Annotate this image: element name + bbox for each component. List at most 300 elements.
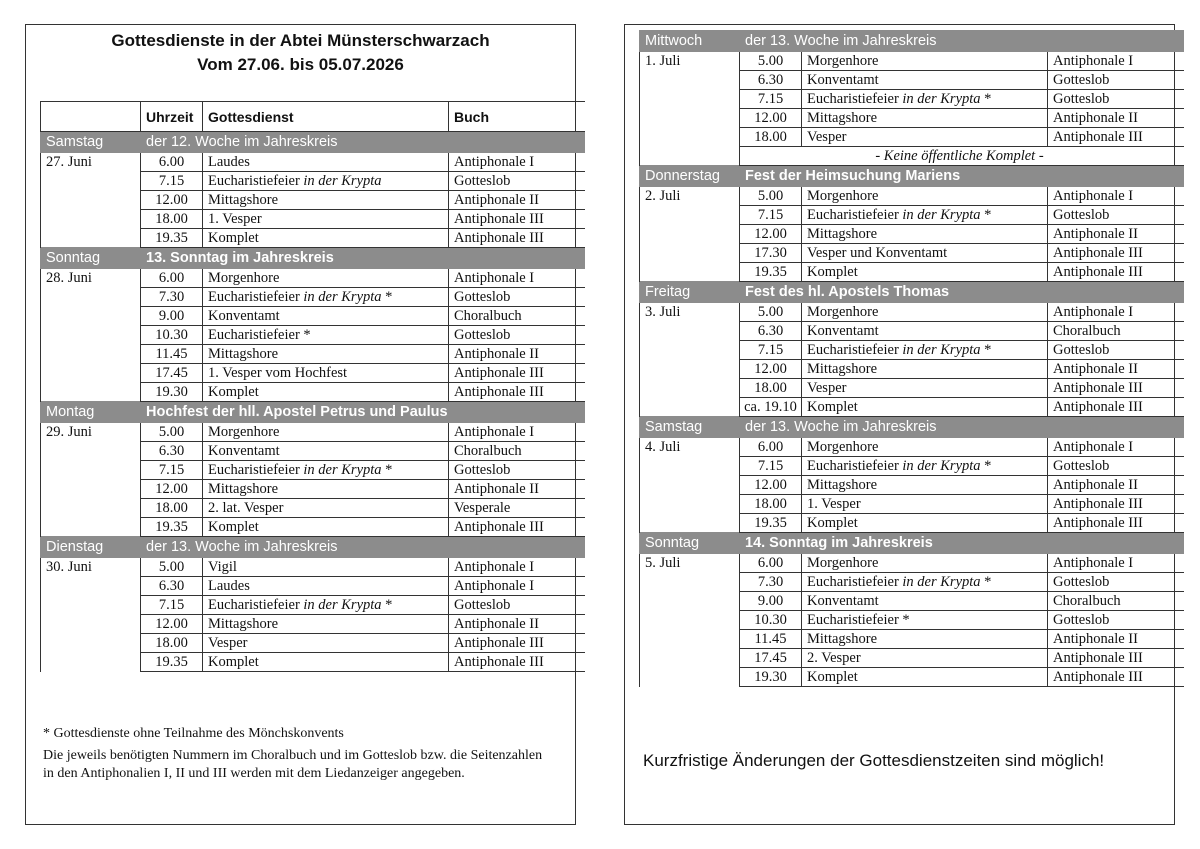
service-name — [802, 128, 1048, 147]
service-name — [203, 499, 449, 518]
liturgical-day-heading: der 12. Woche im Jahreskreis — [141, 132, 585, 153]
service-book: Gotteslob — [1048, 457, 1175, 476]
service-book: Antiphonale III — [1048, 244, 1175, 263]
service-time: 12.00 — [740, 360, 802, 379]
service-time: 18.00 — [141, 210, 203, 229]
service-time: 9.00 — [740, 592, 802, 611]
row-edge-cell — [1175, 206, 1184, 225]
service-book: Antiphonale I — [449, 153, 576, 172]
service-time: 6.00 — [740, 438, 802, 457]
service-name — [802, 71, 1048, 90]
service-name — [802, 514, 1048, 533]
row-edge-cell — [1175, 244, 1184, 263]
service-name — [203, 210, 449, 229]
service-time: 18.00 — [740, 495, 802, 514]
service-time: 6.30 — [740, 322, 802, 341]
service-time: 5.00 — [740, 187, 802, 206]
service-name-text: Komplet — [807, 264, 858, 280]
service-row — [41, 423, 585, 442]
service-name-text: Laudes — [208, 154, 250, 170]
day-heading-row — [41, 402, 585, 423]
row-edge-cell — [576, 558, 585, 577]
service-name-text: Mittagshore — [208, 481, 279, 497]
service-name — [802, 476, 1048, 495]
service-book: Vesperale — [449, 499, 576, 518]
weekday-label: Mittwoch — [640, 31, 740, 52]
service-name-text: Eucharistiefeier * — [807, 612, 910, 628]
service-name-text: 1. Vesper — [807, 496, 861, 512]
service-suffix: * — [381, 462, 393, 478]
service-name — [203, 480, 449, 499]
service-name — [203, 518, 449, 537]
row-edge-cell — [576, 345, 585, 364]
liturgical-day-heading: der 13. Woche im Jahreskreis — [141, 537, 585, 558]
liturgical-day-heading: 14. Sonntag im Jahreskreis — [740, 533, 1184, 554]
service-book: Gotteslob — [1048, 90, 1175, 109]
service-time: 7.15 — [740, 206, 802, 225]
service-time: 12.00 — [141, 480, 203, 499]
service-book: Antiphonale III — [1048, 128, 1175, 147]
row-edge-cell — [1175, 147, 1184, 166]
service-time: 11.45 — [740, 630, 802, 649]
service-time: 17.45 — [740, 649, 802, 668]
service-name-text: Konventamt — [807, 593, 879, 609]
service-book: Antiphonale I — [449, 577, 576, 596]
service-name — [802, 495, 1048, 514]
row-edge-cell — [1175, 322, 1184, 341]
service-location: in der Krypta — [902, 91, 981, 107]
row-edge-cell — [1175, 225, 1184, 244]
schedule-table-right — [639, 30, 1184, 687]
service-name — [802, 341, 1048, 360]
service-time: 18.00 — [141, 499, 203, 518]
row-edge-cell — [1175, 303, 1184, 322]
row-edge-cell — [576, 577, 585, 596]
service-time: 17.30 — [740, 244, 802, 263]
liturgical-day-heading: 13. Sonntag im Jahreskreis — [141, 248, 585, 269]
service-name-text: Mittagshore — [807, 631, 878, 647]
row-edge-cell — [576, 229, 585, 248]
service-time: 18.00 — [141, 634, 203, 653]
service-name-text: Mittagshore — [208, 192, 279, 208]
service-row — [41, 558, 585, 577]
service-name-text: Mittagshore — [208, 616, 279, 632]
date-label: 29. Juni — [41, 423, 141, 537]
day-heading-row — [640, 31, 1184, 52]
service-book: Antiphonale II — [1048, 225, 1175, 244]
service-book: Antiphonale II — [449, 480, 576, 499]
service-name-text: Konventamt — [807, 72, 879, 88]
service-name-text: Eucharistiefeier — [807, 342, 903, 358]
service-name — [203, 326, 449, 345]
service-suffix: * — [980, 342, 992, 358]
row-edge-cell — [1175, 630, 1184, 649]
row-edge-cell — [1175, 52, 1184, 71]
weekday-label: Donnerstag — [640, 166, 740, 187]
service-time: 5.00 — [740, 303, 802, 322]
row-edge-cell — [576, 172, 585, 191]
service-name-text: Eucharistiefeier — [807, 207, 903, 223]
row-edge-cell — [576, 461, 585, 480]
header-edge-cell — [576, 102, 585, 132]
service-book: Antiphonale I — [1048, 187, 1175, 206]
service-name-text: 1. Vesper vom Hochfest — [208, 365, 348, 381]
service-row — [41, 153, 585, 172]
service-location: in der Krypta — [902, 207, 981, 223]
header-book: Buch — [449, 102, 576, 132]
service-book: Gotteslob — [449, 461, 576, 480]
service-time: 7.15 — [740, 457, 802, 476]
service-name — [203, 577, 449, 596]
service-time: 12.00 — [740, 109, 802, 128]
service-name — [802, 457, 1048, 476]
service-name-text: Komplet — [807, 399, 858, 415]
service-name — [802, 360, 1048, 379]
page-left — [25, 24, 576, 825]
row-edge-cell — [576, 326, 585, 345]
service-row — [640, 303, 1184, 322]
service-name-text: Vesper — [807, 380, 847, 396]
row-edge-cell — [1175, 554, 1184, 573]
service-name-text: Mittagshore — [807, 226, 878, 242]
weekday-label: Freitag — [640, 282, 740, 303]
row-edge-cell — [1175, 187, 1184, 206]
service-name-text: Eucharistiefeier — [208, 289, 304, 305]
service-book: Antiphonale III — [449, 383, 576, 402]
service-name-text: Mittagshore — [208, 346, 279, 362]
schedule-date-range: Vom 27.06. bis 05.07.2026 — [197, 55, 404, 74]
service-book: Antiphonale III — [449, 634, 576, 653]
row-edge-cell — [576, 442, 585, 461]
service-book: Antiphonale III — [449, 229, 576, 248]
service-name — [203, 383, 449, 402]
liturgical-day-heading: Hochfest der hll. Apostel Petrus und Paulus — [141, 402, 585, 423]
service-time: 18.00 — [740, 379, 802, 398]
service-name-text: Eucharistiefeier — [807, 458, 903, 474]
row-edge-cell — [1175, 398, 1184, 417]
row-edge-cell — [1175, 573, 1184, 592]
date-label: 30. Juni — [41, 558, 141, 672]
service-name — [802, 438, 1048, 457]
service-name-text: Morgenhore — [208, 424, 280, 440]
service-row — [41, 269, 585, 288]
service-time: 6.30 — [740, 71, 802, 90]
service-time: 12.00 — [740, 225, 802, 244]
row-edge-cell — [1175, 495, 1184, 514]
row-edge-cell — [576, 423, 585, 442]
service-time: ca. 19.10 — [740, 398, 802, 417]
service-time: 19.35 — [141, 518, 203, 537]
service-name — [802, 649, 1048, 668]
service-name-text: Eucharistiefeier — [807, 91, 903, 107]
service-name-text: 2. lat. Vesper — [208, 500, 284, 516]
service-book: Antiphonale I — [449, 423, 576, 442]
service-name — [203, 461, 449, 480]
service-book: Antiphonale II — [449, 615, 576, 634]
service-book: Choralbuch — [1048, 592, 1175, 611]
row-edge-cell — [576, 634, 585, 653]
service-book: Antiphonale III — [1048, 263, 1175, 282]
day-heading-row — [640, 417, 1184, 438]
service-book: Antiphonale I — [449, 558, 576, 577]
service-name — [802, 52, 1048, 71]
service-name-text: Konventamt — [208, 308, 280, 324]
day-heading-row — [640, 282, 1184, 303]
service-name — [203, 615, 449, 634]
row-edge-cell — [576, 615, 585, 634]
service-book: Antiphonale II — [449, 191, 576, 210]
service-name — [203, 172, 449, 191]
service-time: 12.00 — [740, 476, 802, 495]
service-name-text: Konventamt — [807, 323, 879, 339]
service-book: Antiphonale I — [1048, 52, 1175, 71]
service-book: Antiphonale I — [1048, 554, 1175, 573]
service-name-text: Morgenhore — [807, 304, 879, 320]
service-book: Antiphonale II — [1048, 360, 1175, 379]
row-edge-cell — [576, 269, 585, 288]
service-name — [802, 187, 1048, 206]
service-name-text: Komplet — [208, 230, 259, 246]
service-book: Antiphonale II — [449, 345, 576, 364]
service-name — [203, 153, 449, 172]
service-book: Antiphonale III — [1048, 668, 1175, 687]
service-time: 6.00 — [141, 153, 203, 172]
service-time: 19.30 — [141, 383, 203, 402]
service-book: Gotteslob — [1048, 341, 1175, 360]
service-book: Antiphonale II — [1048, 476, 1175, 495]
service-book: Gotteslob — [449, 288, 576, 307]
service-name — [203, 307, 449, 326]
service-name-text: Komplet — [807, 515, 858, 531]
row-edge-cell — [1175, 90, 1184, 109]
date-label: 3. Juli — [640, 303, 740, 417]
service-time: 7.15 — [141, 461, 203, 480]
service-time: 7.15 — [141, 596, 203, 615]
service-name-text: Morgenhore — [807, 555, 879, 571]
service-suffix: * — [980, 91, 992, 107]
service-suffix: * — [980, 207, 992, 223]
schedule-title: Gottesdienste in der Abtei Münsterschwarzach — [111, 31, 490, 50]
service-row — [640, 52, 1184, 71]
service-name-text: Vesper und Konventamt — [807, 245, 948, 261]
row-edge-cell — [1175, 592, 1184, 611]
service-name — [203, 634, 449, 653]
service-time: 5.00 — [141, 558, 203, 577]
service-name — [203, 345, 449, 364]
service-name — [203, 423, 449, 442]
service-name — [802, 592, 1048, 611]
row-edge-cell — [1175, 649, 1184, 668]
service-suffix: * — [381, 597, 393, 613]
service-name-text: 1. Vesper — [208, 211, 262, 227]
service-name-text: Eucharistiefeier — [208, 462, 304, 478]
service-time: 6.30 — [141, 577, 203, 596]
service-name-text: Vigil — [208, 559, 237, 575]
service-name — [802, 379, 1048, 398]
date-label: 28. Juni — [41, 269, 141, 402]
header-time: Uhrzeit — [141, 102, 203, 132]
header-empty-cell — [41, 102, 141, 132]
service-name — [802, 668, 1048, 687]
service-name-text: Morgenhore — [807, 188, 879, 204]
liturgical-day-heading: der 13. Woche im Jahreskreis — [740, 417, 1184, 438]
date-label: 5. Juli — [640, 554, 740, 687]
day-heading-row — [41, 248, 585, 269]
service-name — [203, 558, 449, 577]
service-book: Gotteslob — [1048, 611, 1175, 630]
service-book: Gotteslob — [1048, 71, 1175, 90]
service-time: 6.00 — [740, 554, 802, 573]
service-time: 19.30 — [740, 668, 802, 687]
service-name-text: Eucharistiefeier — [807, 574, 903, 590]
row-edge-cell — [1175, 263, 1184, 282]
service-name-text: Komplet — [208, 654, 259, 670]
service-name — [203, 596, 449, 615]
service-time: 7.15 — [740, 341, 802, 360]
service-time: 19.35 — [141, 653, 203, 672]
service-book: Antiphonale I — [1048, 303, 1175, 322]
row-edge-cell — [1175, 360, 1184, 379]
service-name — [203, 442, 449, 461]
row-edge-cell — [576, 210, 585, 229]
service-location: in der Krypta — [902, 342, 981, 358]
row-edge-cell — [576, 153, 585, 172]
service-time: 5.00 — [141, 423, 203, 442]
footnote-hymnal-note: Die jeweils benötigten Nummern im Choralbuch und im Gotteslob bzw. die Seitenzahlen in den Antiphonalien I, II und III werden mit dem Liedanzeiger angegeben. — [43, 748, 543, 781]
service-time: 7.15 — [740, 90, 802, 109]
service-name — [203, 653, 449, 672]
service-time: 19.35 — [740, 263, 802, 282]
service-time: 6.00 — [141, 269, 203, 288]
service-row — [640, 554, 1184, 573]
service-name-text: Konventamt — [208, 443, 280, 459]
service-location: in der Krypta — [303, 289, 382, 305]
service-time: 17.45 — [141, 364, 203, 383]
row-edge-cell — [1175, 341, 1184, 360]
service-time: 7.30 — [740, 573, 802, 592]
liturgical-day-heading: Fest der Heimsuchung Mariens — [740, 166, 1184, 187]
date-label: 27. Juni — [41, 153, 141, 248]
service-name — [802, 398, 1048, 417]
service-name — [802, 225, 1048, 244]
footnote-asterisk: * Gottesdienste ohne Teilnahme des Mönchskonvents — [43, 726, 344, 741]
row-edge-cell — [1175, 438, 1184, 457]
service-name — [203, 229, 449, 248]
day-heading-row — [640, 533, 1184, 554]
service-name — [203, 288, 449, 307]
row-edge-cell — [576, 499, 585, 518]
service-name-text: Morgenhore — [208, 270, 280, 286]
service-name — [802, 303, 1048, 322]
row-edge-cell — [1175, 457, 1184, 476]
weekday-label: Samstag — [640, 417, 740, 438]
service-time: 10.30 — [141, 326, 203, 345]
service-book: Antiphonale III — [1048, 398, 1175, 417]
service-book: Gotteslob — [1048, 206, 1175, 225]
page-right — [624, 24, 1175, 825]
service-name — [802, 90, 1048, 109]
service-name — [802, 109, 1048, 128]
service-name-text: Laudes — [208, 578, 250, 594]
row-edge-cell — [576, 596, 585, 615]
weekday-label: Montag — [41, 402, 141, 423]
service-name — [802, 611, 1048, 630]
service-location: in der Krypta — [303, 597, 382, 613]
row-edge-cell — [1175, 379, 1184, 398]
service-name-text: Morgenhore — [807, 53, 879, 69]
service-time: 9.00 — [141, 307, 203, 326]
service-book: Antiphonale II — [1048, 630, 1175, 649]
service-time: 7.30 — [141, 288, 203, 307]
day-heading-row — [41, 537, 585, 558]
row-edge-cell — [576, 653, 585, 672]
service-row — [640, 187, 1184, 206]
service-book: Antiphonale III — [449, 518, 576, 537]
service-book: Choralbuch — [1048, 322, 1175, 341]
service-name — [802, 573, 1048, 592]
row-edge-cell — [1175, 476, 1184, 495]
service-book: Gotteslob — [1048, 573, 1175, 592]
liturgical-day-heading: Fest des hl. Apostels Thomas — [740, 282, 1184, 303]
service-time: 10.30 — [740, 611, 802, 630]
service-name — [802, 244, 1048, 263]
service-name-text: Eucharistiefeier — [208, 597, 304, 613]
service-location: in der Krypta — [902, 458, 981, 474]
service-book: Antiphonale I — [449, 269, 576, 288]
service-book: Antiphonale II — [1048, 109, 1175, 128]
service-time: 6.30 — [141, 442, 203, 461]
weekday-label: Samstag — [41, 132, 141, 153]
service-name-text: Eucharistiefeier — [208, 173, 304, 189]
row-edge-cell — [1175, 611, 1184, 630]
service-name-text: Eucharistiefeier * — [208, 327, 311, 343]
service-suffix: * — [381, 289, 393, 305]
service-name — [802, 554, 1048, 573]
weekday-label: Sonntag — [640, 533, 740, 554]
row-edge-cell — [576, 288, 585, 307]
row-edge-cell — [1175, 71, 1184, 90]
service-time: 11.45 — [141, 345, 203, 364]
day-heading-row — [41, 132, 585, 153]
service-name — [802, 263, 1048, 282]
service-name — [802, 322, 1048, 341]
service-time: 12.00 — [141, 615, 203, 634]
service-book: Antiphonale III — [1048, 379, 1175, 398]
service-book: Gotteslob — [449, 326, 576, 345]
service-book: Antiphonale I — [1048, 438, 1175, 457]
service-name-text: Komplet — [807, 669, 858, 685]
weekday-label: Dienstag — [41, 537, 141, 558]
service-suffix: * — [980, 574, 992, 590]
service-name-text: 2. Vesper — [807, 650, 861, 666]
service-name — [203, 364, 449, 383]
service-time: 18.00 — [740, 128, 802, 147]
service-name — [802, 206, 1048, 225]
service-name-text: Komplet — [208, 519, 259, 535]
service-name — [203, 191, 449, 210]
service-name-text: Vesper — [208, 635, 248, 651]
service-book: Choralbuch — [449, 442, 576, 461]
row-edge-cell — [1175, 128, 1184, 147]
row-edge-cell — [576, 480, 585, 499]
service-name-text: Mittagshore — [807, 361, 878, 377]
service-name-text: Mittagshore — [807, 477, 878, 493]
row-edge-cell — [576, 307, 585, 326]
service-book: Antiphonale III — [449, 653, 576, 672]
row-edge-cell — [1175, 514, 1184, 533]
service-suffix: * — [980, 458, 992, 474]
no-public-compline-note: - Keine öffentliche Komplet - — [740, 147, 1175, 166]
